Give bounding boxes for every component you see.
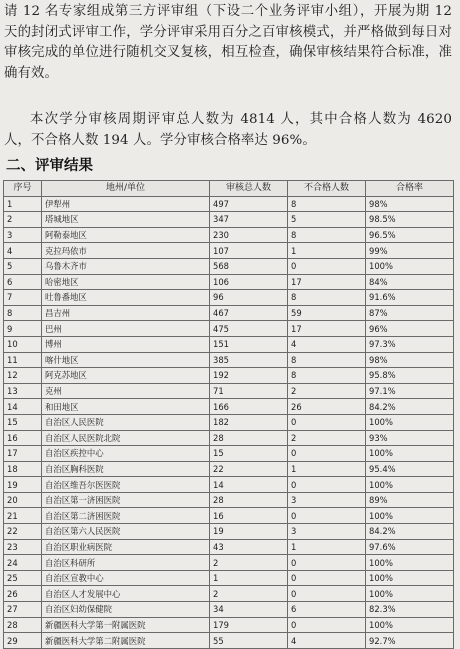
cell-unit: 喀什地区 — [42, 352, 210, 368]
cell-index: 25 — [4, 570, 42, 586]
cell-index: 14 — [4, 399, 42, 415]
cell-index: 1 — [4, 196, 42, 212]
cell-unit: 巴州 — [42, 321, 210, 337]
cell-index: 26 — [4, 586, 42, 602]
table-row — [4, 539, 454, 555]
cell-total: 497 — [210, 196, 288, 212]
table-row — [4, 383, 454, 399]
table-row — [4, 477, 454, 493]
table-row — [4, 305, 454, 321]
paragraph-review-summary: 本次学分审核周期评审总人数为 4814 人，其中合格人数为 4620 人，不合格人数 194 人。学分审核合格率达 96%。 — [4, 112, 452, 148]
paragraph-review-process: 请 12 名专家组成第三方评审组（下设二个业务评审小组），开展为期 12 天的封闭式评审工作，学分评审采用百分之百审核模式，并严格做到每日对审核完成的单位进行随机交叉复核，相互检查，确保审核结果符合标准，准确有效。 — [4, 4, 452, 81]
cell-unit: 自治区人才发展中心 — [42, 586, 210, 602]
cell-unit: 自治区科研所 — [42, 555, 210, 571]
cell-total: 22 — [210, 461, 288, 477]
table-row — [4, 368, 454, 384]
cell-index: 15 — [4, 414, 42, 430]
cell-index: 21 — [4, 508, 42, 524]
cell-index: 6 — [4, 274, 42, 290]
cell-unit: 和田地区 — [42, 399, 210, 415]
cell-failed: 0 — [288, 617, 366, 633]
cell-unit: 自治区第二济困医院 — [42, 508, 210, 524]
cell-unit: 自治区宣教中心 — [42, 570, 210, 586]
cell-failed: 3 — [288, 524, 366, 540]
table-row — [4, 617, 454, 633]
cell-total: 14 — [210, 477, 288, 493]
cell-pass-rate: 84.2% — [366, 399, 454, 415]
cell-total: 55 — [210, 633, 288, 649]
cell-failed: 1 — [288, 461, 366, 477]
cell-pass-rate: 100% — [366, 508, 454, 524]
table-row — [4, 586, 454, 602]
cell-total: 19 — [210, 524, 288, 540]
cell-failed: 4 — [288, 633, 366, 649]
cell-failed: 59 — [288, 305, 366, 321]
cell-unit: 新疆医科大学第一附属医院 — [42, 617, 210, 633]
table-row — [4, 570, 454, 586]
cell-pass-rate: 91.6% — [366, 290, 454, 306]
cell-total: 34 — [210, 602, 288, 618]
cell-index: 16 — [4, 430, 42, 446]
header-index: 序号 — [4, 181, 42, 197]
cell-failed: 4 — [288, 336, 366, 352]
cell-unit: 自治区人民医院北院 — [42, 430, 210, 446]
cell-total: 2 — [210, 586, 288, 602]
table-row — [4, 414, 454, 430]
cell-pass-rate: 100% — [366, 477, 454, 493]
cell-unit: 自治区妇幼保健院 — [42, 602, 210, 618]
cell-failed: 3 — [288, 492, 366, 508]
cell-failed: 17 — [288, 321, 366, 337]
cell-pass-rate: 100% — [366, 586, 454, 602]
cell-index: 17 — [4, 446, 42, 462]
cell-failed: 8 — [288, 368, 366, 384]
cell-index: 10 — [4, 336, 42, 352]
cell-index: 23 — [4, 539, 42, 555]
cell-index: 9 — [4, 321, 42, 337]
cell-failed: 1 — [288, 539, 366, 555]
table-row — [4, 602, 454, 618]
table-header-row — [4, 181, 454, 197]
cell-unit: 阿勒泰地区 — [42, 227, 210, 243]
table-row — [4, 227, 454, 243]
cell-pass-rate: 97.6% — [366, 539, 454, 555]
table-row — [4, 399, 454, 415]
table-row — [4, 446, 454, 462]
results-table — [3, 180, 454, 649]
cell-pass-rate: 98.5% — [366, 212, 454, 228]
table-row — [4, 555, 454, 571]
table-row — [4, 524, 454, 540]
cell-unit: 自治区职业病医院 — [42, 539, 210, 555]
cell-unit: 新疆医科大学第二附属医院 — [42, 633, 210, 649]
cell-pass-rate: 92.7% — [366, 633, 454, 649]
table-row — [4, 492, 454, 508]
cell-index: 19 — [4, 477, 42, 493]
cell-total: 475 — [210, 321, 288, 337]
cell-pass-rate: 93% — [366, 430, 454, 446]
cell-index: 29 — [4, 633, 42, 649]
cell-failed: 5 — [288, 212, 366, 228]
cell-unit: 伊犁州 — [42, 196, 210, 212]
header-unit: 地州/单位 — [42, 181, 210, 197]
cell-pass-rate: 84.2% — [366, 524, 454, 540]
cell-failed: 2 — [288, 383, 366, 399]
cell-pass-rate: 100% — [366, 258, 454, 274]
cell-unit: 自治区胸科医院 — [42, 461, 210, 477]
cell-failed: 0 — [288, 477, 366, 493]
cell-total: 106 — [210, 274, 288, 290]
cell-pass-rate: 95.4% — [366, 461, 454, 477]
cell-pass-rate: 100% — [366, 617, 454, 633]
cell-total: 347 — [210, 212, 288, 228]
cell-total: 230 — [210, 227, 288, 243]
cell-total: 151 — [210, 336, 288, 352]
table-row — [4, 508, 454, 524]
cell-pass-rate: 99% — [366, 243, 454, 259]
cell-failed: 8 — [288, 352, 366, 368]
cell-total: 1 — [210, 570, 288, 586]
table-row — [4, 243, 454, 259]
cell-unit: 阿克苏地区 — [42, 368, 210, 384]
cell-pass-rate: 97.3% — [366, 336, 454, 352]
cell-unit: 克州 — [42, 383, 210, 399]
cell-pass-rate: 100% — [366, 446, 454, 462]
cell-total: 71 — [210, 383, 288, 399]
table-row — [4, 290, 454, 306]
cell-unit: 博州 — [42, 336, 210, 352]
cell-total: 16 — [210, 508, 288, 524]
cell-failed: 0 — [288, 570, 366, 586]
table-row — [4, 336, 454, 352]
cell-index: 4 — [4, 243, 42, 259]
cell-pass-rate: 84% — [366, 274, 454, 290]
cell-unit: 乌鲁木齐市 — [42, 258, 210, 274]
cell-total: 568 — [210, 258, 288, 274]
cell-pass-rate: 100% — [366, 414, 454, 430]
cell-total: 192 — [210, 368, 288, 384]
cell-index: 27 — [4, 602, 42, 618]
cell-failed: 0 — [288, 555, 366, 571]
cell-total: 385 — [210, 352, 288, 368]
cell-failed: 1 — [288, 243, 366, 259]
cell-unit: 克拉玛依市 — [42, 243, 210, 259]
cell-total: 28 — [210, 492, 288, 508]
table-row — [4, 633, 454, 649]
table-row — [4, 196, 454, 212]
cell-total: 166 — [210, 399, 288, 415]
table-row — [4, 258, 454, 274]
cell-unit: 自治区疾控中心 — [42, 446, 210, 462]
cell-pass-rate: 100% — [366, 555, 454, 571]
table-body — [4, 196, 454, 648]
cell-failed: 2 — [288, 430, 366, 446]
cell-index: 11 — [4, 352, 42, 368]
cell-failed: 8 — [288, 290, 366, 306]
cell-pass-rate: 100% — [366, 570, 454, 586]
table-row — [4, 212, 454, 228]
cell-total: 2 — [210, 555, 288, 571]
cell-failed: 0 — [288, 258, 366, 274]
cell-index: 3 — [4, 227, 42, 243]
cell-index: 8 — [4, 305, 42, 321]
cell-index: 13 — [4, 383, 42, 399]
table-row — [4, 274, 454, 290]
cell-pass-rate: 95.8% — [366, 368, 454, 384]
cell-index: 22 — [4, 524, 42, 540]
cell-pass-rate: 87% — [366, 305, 454, 321]
cell-pass-rate: 97.1% — [366, 383, 454, 399]
cell-index: 24 — [4, 555, 42, 571]
cell-failed: 8 — [288, 196, 366, 212]
cell-unit: 自治区人民医院 — [42, 414, 210, 430]
cell-pass-rate: 98% — [366, 352, 454, 368]
cell-failed: 26 — [288, 399, 366, 415]
cell-index: 7 — [4, 290, 42, 306]
cell-unit: 吐鲁番地区 — [42, 290, 210, 306]
cell-unit: 塔城地区 — [42, 212, 210, 228]
cell-failed: 17 — [288, 274, 366, 290]
cell-total: 43 — [210, 539, 288, 555]
cell-total: 179 — [210, 617, 288, 633]
header-failed: 不合格人数 — [288, 181, 366, 197]
table-row — [4, 352, 454, 368]
table-row — [4, 461, 454, 477]
cell-unit: 自治区第六人民医院 — [42, 524, 210, 540]
cell-pass-rate: 98% — [366, 196, 454, 212]
header-total: 审核总人数 — [210, 181, 288, 197]
cell-total: 182 — [210, 414, 288, 430]
cell-index: 18 — [4, 461, 42, 477]
table-row — [4, 430, 454, 446]
cell-failed: 0 — [288, 446, 366, 462]
cell-failed: 0 — [288, 586, 366, 602]
cell-unit: 自治区维吾尔医医院 — [42, 477, 210, 493]
cell-index: 12 — [4, 368, 42, 384]
cell-pass-rate: 96.5% — [366, 227, 454, 243]
header-pass-rate: 合格率 — [366, 181, 454, 197]
section-title-results: 二、评审结果 — [6, 158, 93, 174]
cell-pass-rate: 89% — [366, 492, 454, 508]
cell-unit: 昌吉州 — [42, 305, 210, 321]
cell-total: 107 — [210, 243, 288, 259]
cell-failed: 0 — [288, 414, 366, 430]
cell-pass-rate: 82.3% — [366, 602, 454, 618]
cell-total: 96 — [210, 290, 288, 306]
cell-pass-rate: 96% — [366, 321, 454, 337]
cell-unit: 自治区第一济困医院 — [42, 492, 210, 508]
cell-index: 2 — [4, 212, 42, 228]
cell-index: 28 — [4, 617, 42, 633]
cell-index: 20 — [4, 492, 42, 508]
cell-total: 15 — [210, 446, 288, 462]
table-row — [4, 321, 454, 337]
cell-index: 5 — [4, 258, 42, 274]
cell-unit: 哈密地区 — [42, 274, 210, 290]
cell-total: 28 — [210, 430, 288, 446]
cell-total: 467 — [210, 305, 288, 321]
cell-failed: 8 — [288, 227, 366, 243]
cell-failed: 6 — [288, 602, 366, 618]
cell-failed: 0 — [288, 508, 366, 524]
